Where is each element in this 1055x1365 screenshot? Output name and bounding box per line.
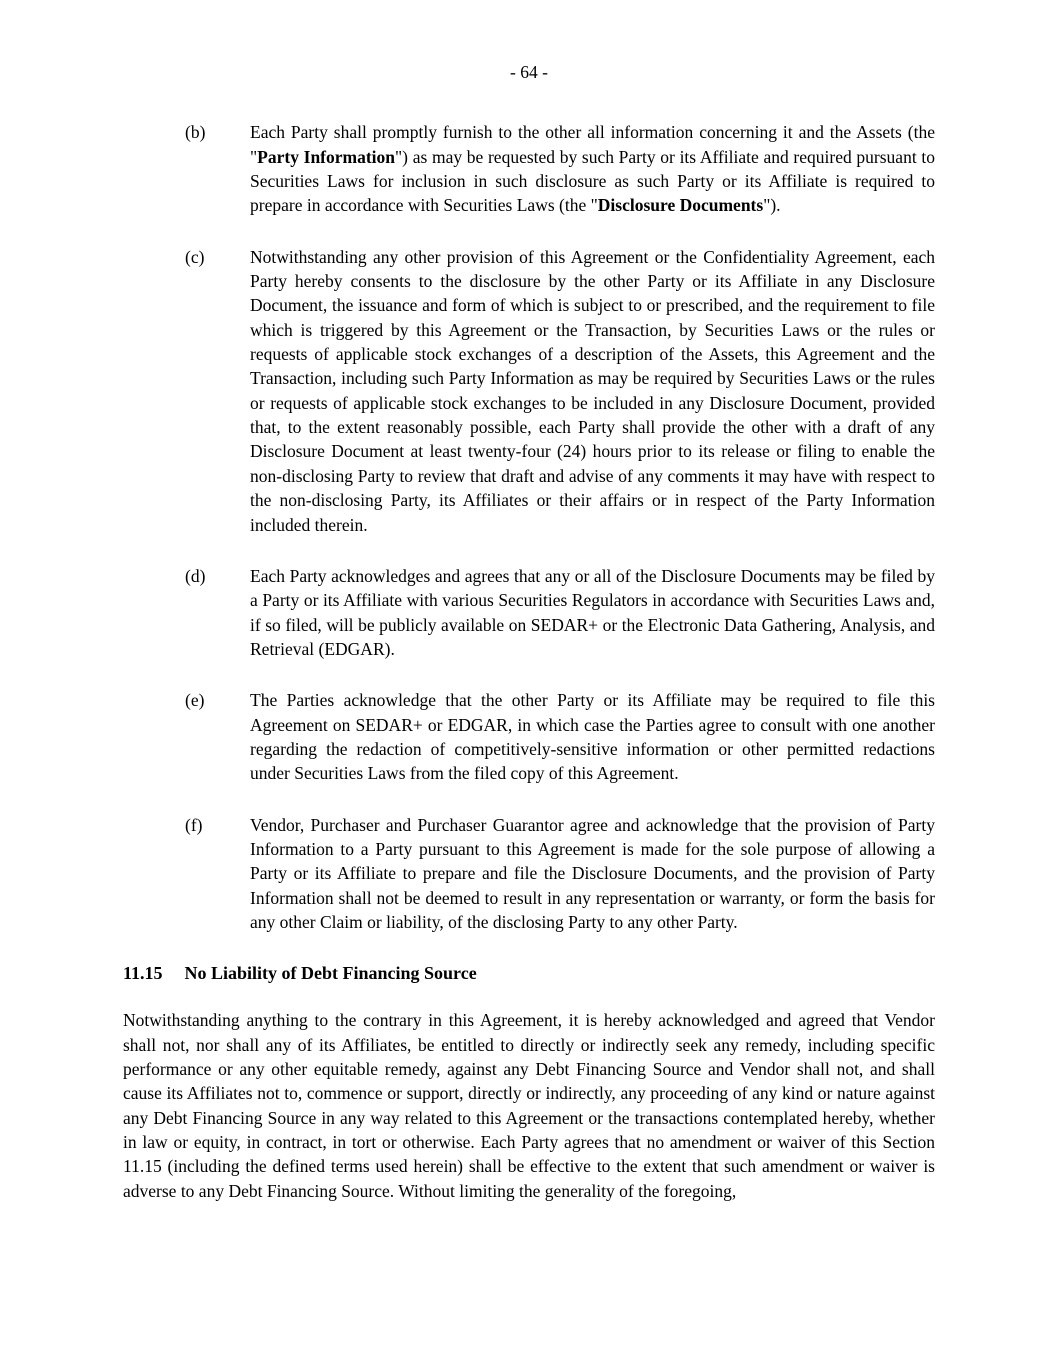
section-heading xyxy=(123,961,935,985)
clause-e xyxy=(185,688,935,785)
clause-c-text xyxy=(250,245,935,537)
clause-e-text xyxy=(250,688,935,785)
clause-b-label: (b) xyxy=(185,122,206,143)
text-run: ") as may be requested by such Party or its Affiliate and required pursuant to Securities Laws for inclusion in such disclosure as such Party or its Affiliate is required to prepare in accordance with Securities Laws (the " xyxy=(250,146,935,216)
section-title: No Liability of Debt Financing Source xyxy=(184,963,477,984)
defined-term: Party Information xyxy=(257,146,396,167)
text-run: "). xyxy=(763,195,781,216)
clause-e-label: (e) xyxy=(185,690,205,711)
clause-d-label: (d) xyxy=(185,565,206,586)
text-run: Each Party acknowledges and agrees that any or all of the Disclosure Documents may be filed by a Party or its Affiliate with various Securities Regulators in accordance with Securities Laws and, if so filed, will be publicly available on SEDAR+ or the Electronic Data Gathering, Analysis, and Retrieval (EDGAR). xyxy=(250,565,935,659)
section-body-paragraph: Notwithstanding anything to the contrary in this Agreement, it is hereby acknowledged and agreed that Vendor shall not, nor shall any of its Affiliates, be entitled to directly or indirectly seek any remedy, including specific performance or any other equitable remedy, against any Debt Financing Source and Vendor shall not, and shall cause its Affiliates not to, commence or support, directly or indirectly, any proceeding of any kind or nature against any Debt Financing Source in any way related to this Agreement or the transactions contemplated hereby, whether in law or equity, in contract, in tort or otherwise. Each Party agrees that no amendment or waiver of this Section 11.15 (including the defined terms used herein) shall be effective to the extent that such amendment or waiver is adverse to any Debt Financing Source. Without limiting the generality of the foregoing, xyxy=(123,1010,935,1201)
clause-d-text xyxy=(250,564,935,661)
text-run: Notwithstanding any other provision of this Agreement or the Confidentiality Agreement, each Party hereby consents to the disclosure by the other Party or its Affiliate in any Disclosure Document, the issuance and form of which is subject to or prescribed, and the requirement to file which is triggered by this Agreement or the Transaction, by Securities Laws or the rules or requests of applicable stock exchanges of a description of the Assets, this Agreement and the Transaction, including such Party Information as may be required by Securities Laws or the rules or requests of applicable stock exchanges to be included in any Disclosure Document, provided that, to the extent reasonably possible, each Party shall provide the other with a draft of any Disclosure Document at least twenty-four (24) hours prior to its release or filing to enable the non-disclosing Party to review that draft and advise of any comments it may have with respect to the non-disclosing Party, its Affiliates or their affairs or in respect of the Party Information included therein. xyxy=(250,246,935,535)
clause-f xyxy=(185,813,935,935)
text-run: Each Party shall promptly furnish to the other all information concerning it and the Assets (the " xyxy=(250,122,935,167)
clause-d xyxy=(185,564,935,661)
text-run: The Parties acknowledge that the other Party or its Affiliate may be required to file this Agreement on SEDAR+ or EDGAR, in which case the Parties agree to consult with one another regarding the redaction of competitively-sensitive information or other permitted redactions under Securities Laws from the filed copy of this Agreement. xyxy=(250,690,935,784)
text-run: Vendor, Purchaser and Purchaser Guarantor agree and acknowledge that the provision of Party Information to a Party pursuant to this Agreement is made for the sole purpose of allowing a Party or its Affiliate to prepare and file the Disclosure Documents, and the provision of Party Information shall not be deemed to result in any representation or warranty, or form the basis for any other Claim or liability, of the disclosing Party to any other Party. xyxy=(250,814,935,932)
clause-f-label: (f) xyxy=(185,814,203,835)
defined-term: Disclosure Documents xyxy=(597,195,764,216)
clause-b-text xyxy=(250,120,935,217)
clause-c xyxy=(185,245,935,537)
clause-c-label: (c) xyxy=(185,246,205,267)
clause-f-text xyxy=(250,813,935,935)
clause-b xyxy=(185,120,935,217)
section-number: 11.15 xyxy=(123,963,163,984)
page-number: - 64 - xyxy=(510,62,548,82)
